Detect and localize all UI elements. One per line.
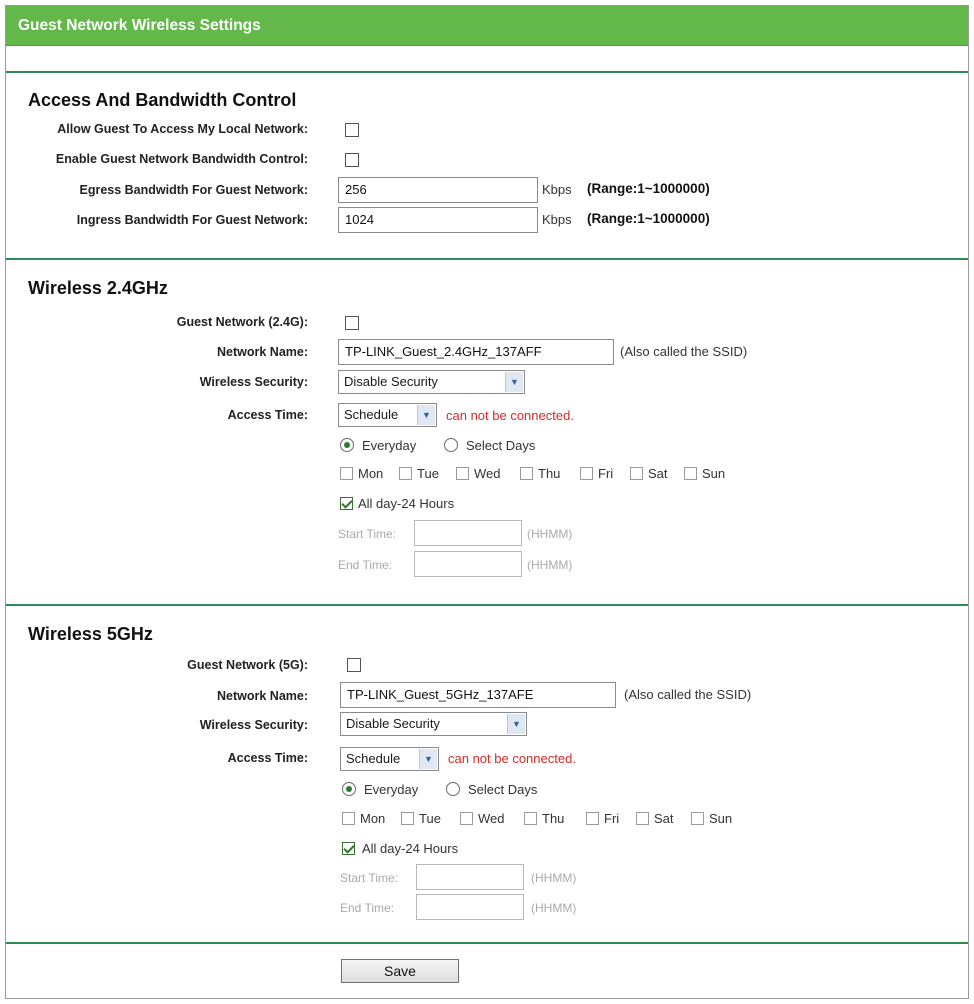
select-days-5-label: Select Days: [468, 782, 538, 797]
chevron-down-icon: ▼: [419, 749, 437, 769]
day-thu-5-checkbox[interactable]: [524, 812, 537, 825]
guest-network-5-label: Guest Network (5G):: [187, 658, 308, 672]
egress-range: (Range:1~1000000): [587, 181, 710, 196]
egress-label: Egress Bandwidth For Guest Network:: [79, 183, 308, 197]
ssid-note-5: (Also called the SSID): [624, 687, 752, 702]
allow-local-checkbox[interactable]: [345, 123, 359, 137]
everyday-24-radio[interactable]: [340, 438, 354, 452]
guest-network-24-checkbox[interactable]: [345, 316, 359, 330]
network-name-24-input[interactable]: TP-LINK_Guest_2.4GHz_137AFF: [338, 339, 614, 365]
start-time-5-input[interactable]: [416, 864, 524, 890]
start-time-5-label: Start Time:: [340, 871, 399, 885]
day-sat-5-checkbox[interactable]: [636, 812, 649, 825]
day-wed-24-checkbox[interactable]: [456, 467, 469, 480]
guest-network-24-label: Guest Network (2.4G):: [176, 315, 308, 329]
end-time-24-input[interactable]: [414, 551, 522, 577]
warning-24: can not be connected.: [446, 408, 574, 423]
day-sat-24-label: Sat: [648, 466, 668, 481]
wireless-security-24-label: Wireless Security:: [199, 375, 308, 389]
start-time-24-input[interactable]: [414, 520, 522, 546]
wireless-security-5-value: Disable Security: [346, 716, 440, 731]
access-time-24-label: Access Time:: [227, 408, 308, 422]
end-time-24-label: End Time:: [338, 558, 393, 572]
wireless-security-5-label: Wireless Security:: [199, 718, 308, 732]
day-thu-24-checkbox[interactable]: [520, 467, 533, 480]
section-title-wireless-5: Wireless 5GHz: [28, 624, 153, 644]
ingress-input[interactable]: 1024: [338, 207, 538, 233]
divider: [6, 942, 968, 944]
chevron-down-icon: ▼: [507, 714, 525, 734]
wireless-security-24-select[interactable]: [338, 370, 525, 394]
network-name-24-label: Network Name:: [217, 345, 308, 359]
start-time-24-hint: (HHMM): [527, 527, 573, 541]
end-time-24-hint: (HHMM): [527, 558, 573, 572]
day-mon-5-label: Mon: [360, 811, 386, 826]
divider: [6, 258, 968, 260]
access-time-5-label: Access Time:: [227, 751, 308, 765]
day-sun-5-checkbox[interactable]: [691, 812, 704, 825]
day-tue-5-checkbox[interactable]: [401, 812, 414, 825]
network-name-5-input[interactable]: TP-LINK_Guest_5GHz_137AFE: [340, 682, 616, 708]
schedule-5-value: Schedule: [346, 751, 401, 766]
day-sat-5-label: Sat: [654, 811, 674, 826]
allday-24-label: All day-24 Hours: [358, 496, 455, 511]
allday-5-checkbox[interactable]: [342, 842, 355, 855]
wireless-security-24-value: Disable Security: [344, 374, 438, 389]
allow-local-label: Allow Guest To Access My Local Network:: [57, 122, 308, 136]
select-days-24-radio[interactable]: [444, 438, 458, 452]
day-mon-5-checkbox[interactable]: [342, 812, 355, 825]
day-sun-24-checkbox[interactable]: [684, 467, 697, 480]
egress-input[interactable]: 256: [338, 177, 538, 203]
select-days-24-label: Select Days: [466, 438, 536, 453]
divider: [6, 71, 968, 73]
section-title-access: Access And Bandwidth Control: [28, 90, 297, 110]
day-fri-24-checkbox[interactable]: [580, 467, 593, 480]
end-time-5-input[interactable]: [416, 894, 524, 920]
schedule-24-value: Schedule: [344, 407, 399, 422]
day-mon-24-label: Mon: [358, 466, 384, 481]
day-mon-24-checkbox[interactable]: [340, 467, 353, 480]
ingress-unit: Kbps: [542, 212, 572, 227]
settings-panel: [5, 5, 969, 999]
day-wed-24-label: Wed: [474, 466, 501, 481]
everyday-24-label: Everyday: [362, 438, 417, 453]
day-fri-24-label: Fri: [598, 466, 614, 481]
allday-24-checkbox[interactable]: [340, 497, 353, 510]
chevron-down-icon: ▼: [417, 405, 435, 425]
schedule-24-select[interactable]: [338, 403, 437, 427]
guest-network-5-checkbox[interactable]: [347, 658, 361, 672]
network-name-5-label: Network Name:: [217, 689, 308, 703]
day-wed-5-checkbox[interactable]: [460, 812, 473, 825]
select-days-5-radio[interactable]: [446, 782, 460, 796]
day-sun-24-label: Sun: [702, 466, 726, 481]
everyday-5-label: Everyday: [364, 782, 419, 797]
end-time-5-hint: (HHMM): [531, 901, 577, 915]
allday-5-label: All day-24 Hours: [362, 841, 459, 856]
section-title-wireless-24: Wireless 2.4GHz: [28, 278, 168, 298]
day-sat-24-checkbox[interactable]: [630, 467, 643, 480]
bandwidth-control-label: Enable Guest Network Bandwidth Control:: [55, 152, 308, 166]
schedule-5-select[interactable]: [340, 747, 439, 771]
ingress-label: Ingress Bandwidth For Guest Network:: [76, 213, 308, 227]
bandwidth-control-checkbox[interactable]: [345, 153, 359, 167]
ssid-note-24: (Also called the SSID): [620, 344, 748, 359]
day-thu-24-label: Thu: [538, 466, 561, 481]
wireless-security-5-select[interactable]: [340, 712, 527, 736]
day-fri-5-checkbox[interactable]: [586, 812, 599, 825]
day-tue-24-checkbox[interactable]: [399, 467, 412, 480]
day-thu-5-label: Thu: [542, 811, 565, 826]
day-tue-24-label: Tue: [417, 466, 439, 481]
egress-unit: Kbps: [542, 182, 572, 197]
end-time-5-label: End Time:: [340, 901, 395, 915]
day-sun-5-label: Sun: [709, 811, 733, 826]
warning-5: can not be connected.: [448, 751, 576, 766]
start-time-5-hint: (HHMM): [531, 871, 577, 885]
chevron-down-icon: ▼: [505, 372, 523, 392]
start-time-24-label: Start Time:: [338, 527, 397, 541]
ingress-range: (Range:1~1000000): [587, 211, 710, 226]
day-wed-5-label: Wed: [478, 811, 505, 826]
everyday-5-radio[interactable]: [342, 782, 356, 796]
day-tue-5-label: Tue: [419, 811, 441, 826]
divider: [6, 604, 968, 606]
day-fri-5-label: Fri: [604, 811, 620, 826]
save-button[interactable]: Save: [341, 959, 459, 983]
page-title: Guest Network Wireless Settings: [6, 6, 968, 46]
